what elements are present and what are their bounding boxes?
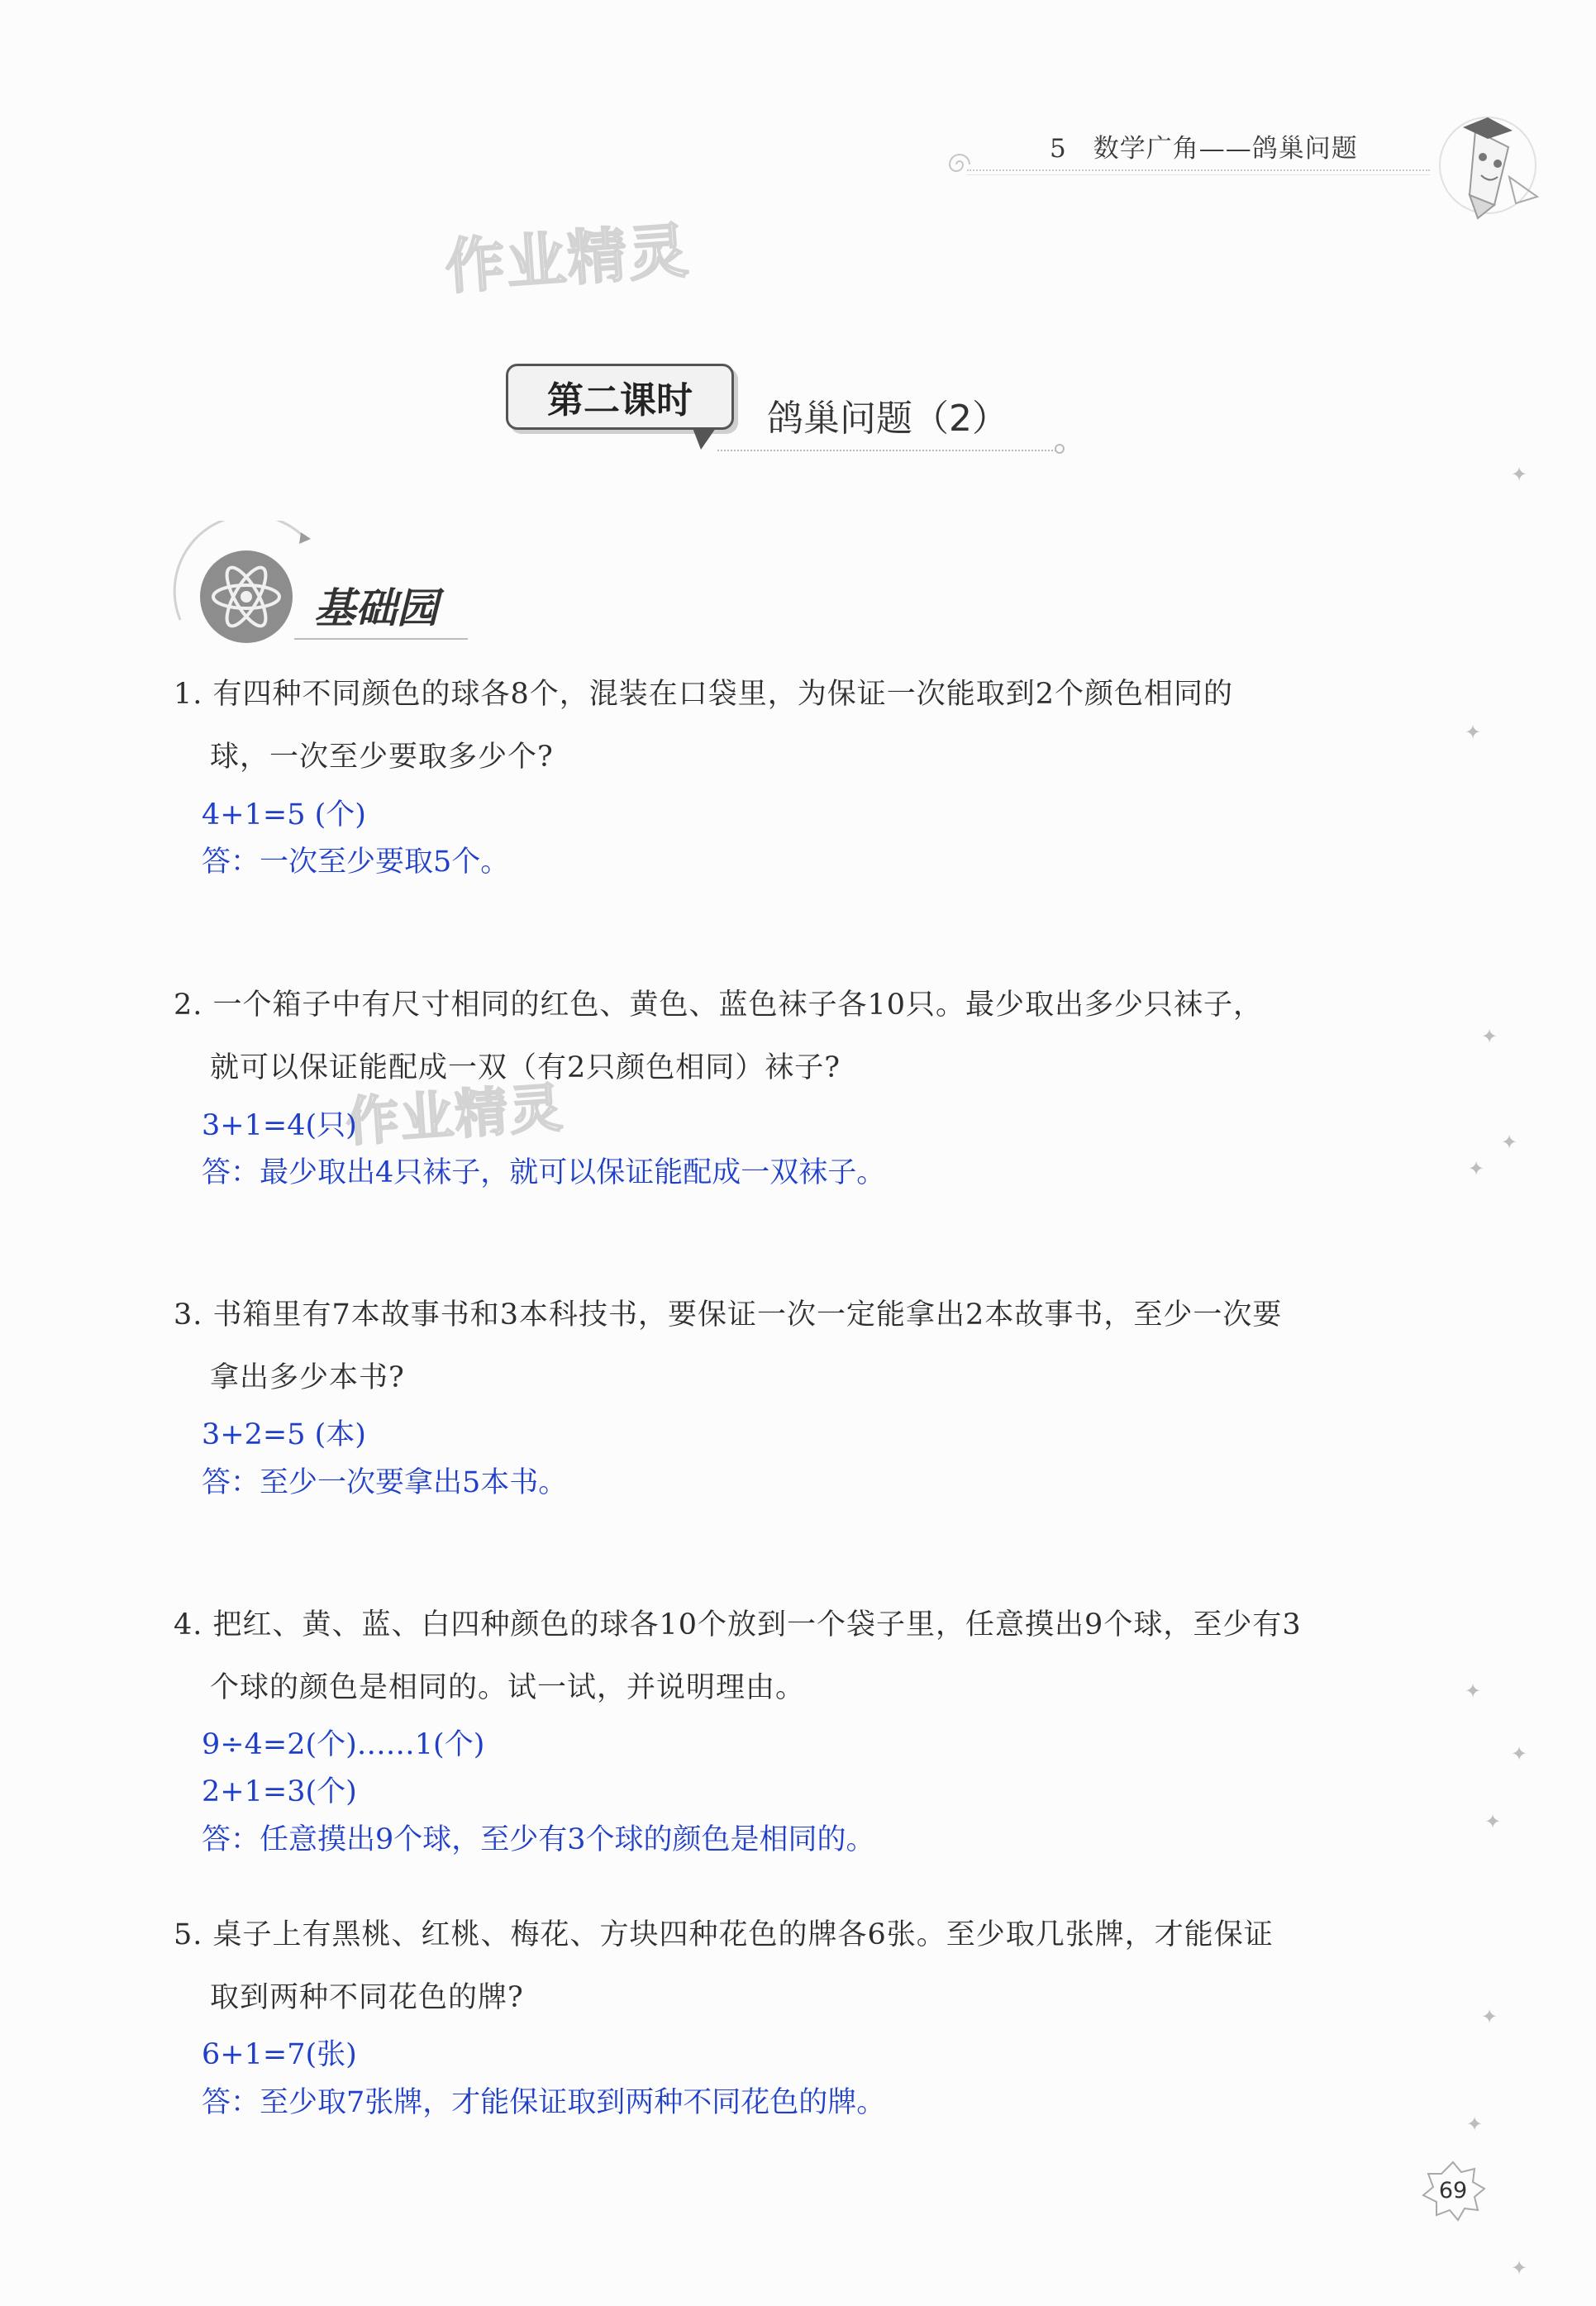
star-icon: ✦ [1501, 1131, 1518, 1154]
star-icon: ✦ [1511, 463, 1528, 486]
answer-1-line-1: 4+1=5 (个) [202, 798, 366, 831]
lesson-rule-dot [1055, 444, 1065, 454]
question-5-line-2: 取到两种不同花色的牌? [210, 1981, 524, 2014]
lesson-title: 鸽巢问题（2） [767, 398, 1008, 440]
answer-4-line-1: 9÷4=2(个)……1(个) [202, 1728, 485, 1761]
lesson-rule [717, 450, 1056, 451]
answer-3-line-1: 3+2=5 (本) [202, 1418, 366, 1451]
swirl-icon [942, 147, 977, 182]
answer-5-line-1: 6+1=7(张) [202, 2038, 357, 2071]
question-5-line-1: 5. 桌子上有黑桃、红桃、梅花、方块四种花色的牌各6张。至少取几张牌，才能保证 [174, 1918, 1274, 1951]
question-3-line-1: 3. 书箱里有7本故事书和3本科技书，要保证一次一定能拿出2本故事书，至少一次要 [174, 1298, 1283, 1332]
star-icon: ✦ [1465, 721, 1482, 744]
section-rule [294, 638, 468, 640]
answer-5-line-2: 答：至少取7张牌，才能保证取到两种不同花色的牌。 [202, 2086, 886, 2119]
header-rule-thin [967, 174, 1430, 175]
answer-2-line-1: 3+1=4(只) [202, 1109, 357, 1142]
pencil-mascot-icon [1430, 98, 1554, 222]
answer-1-line-2: 答：一次至少要取5个。 [202, 846, 510, 879]
watermark: 作业精灵 [442, 215, 693, 303]
section-label: 基础园 [314, 584, 438, 632]
star-icon: ✦ [1481, 2005, 1498, 2028]
answer-3-line-2: 答：至少一次要拿出5本书。 [202, 1466, 568, 1499]
star-icon: ✦ [1481, 1025, 1498, 1048]
answer-4-line-2: 2+1=3(个) [202, 1775, 357, 1808]
star-icon: ✦ [1468, 1157, 1485, 1180]
header-rule [967, 169, 1430, 171]
chapter-header: 5 数学广角——鸽巢问题 [1050, 134, 1358, 164]
star-icon: ✦ [1484, 1810, 1502, 1833]
question-1-line-2: 球，一次至少要取多少个? [210, 741, 554, 774]
lesson-tag: 第二课时 [506, 364, 734, 430]
question-4-line-1: 4. 把红、黄、蓝、白四种颜色的球各10个放到一个袋子里，任意摸出9个球，至少有3 [174, 1608, 1302, 1641]
question-1-line-1: 1. 有四种不同颜色的球各8个，混装在口袋里，为保证一次能取到2个颜色相同的 [174, 678, 1234, 711]
question-4-line-2: 个球的颜色是相同的。试一试，并说明理由。 [210, 1671, 806, 1704]
question-3-line-2: 拿出多少本书? [210, 1361, 405, 1394]
question-2-line-2: 就可以保证能配成一双（有2只颜色相同）袜子? [210, 1051, 841, 1084]
watermark: 作业精灵 [344, 1077, 566, 1155]
star-icon: ✦ [1511, 1742, 1528, 1765]
answer-4-line-3: 答：任意摸出9个球，至少有3个球的颜色是相同的。 [202, 1823, 875, 1856]
star-icon: ✦ [1511, 2256, 1528, 2280]
question-2-line-1: 2. 一个箱子中有尺寸相同的红色、黄色、蓝色袜子各10只。最少取出多少只袜子， [174, 989, 1264, 1022]
star-icon: ✦ [1465, 1679, 1482, 1703]
star-icon: ✦ [1466, 2113, 1484, 2136]
atom-icon [197, 547, 296, 646]
answer-2-line-2: 答：最少取出4只袜子，就可以保证能配成一双袜子。 [202, 1156, 886, 1189]
page-number: 69 [1438, 2177, 1468, 2204]
lesson-tag-tail [693, 428, 716, 450]
